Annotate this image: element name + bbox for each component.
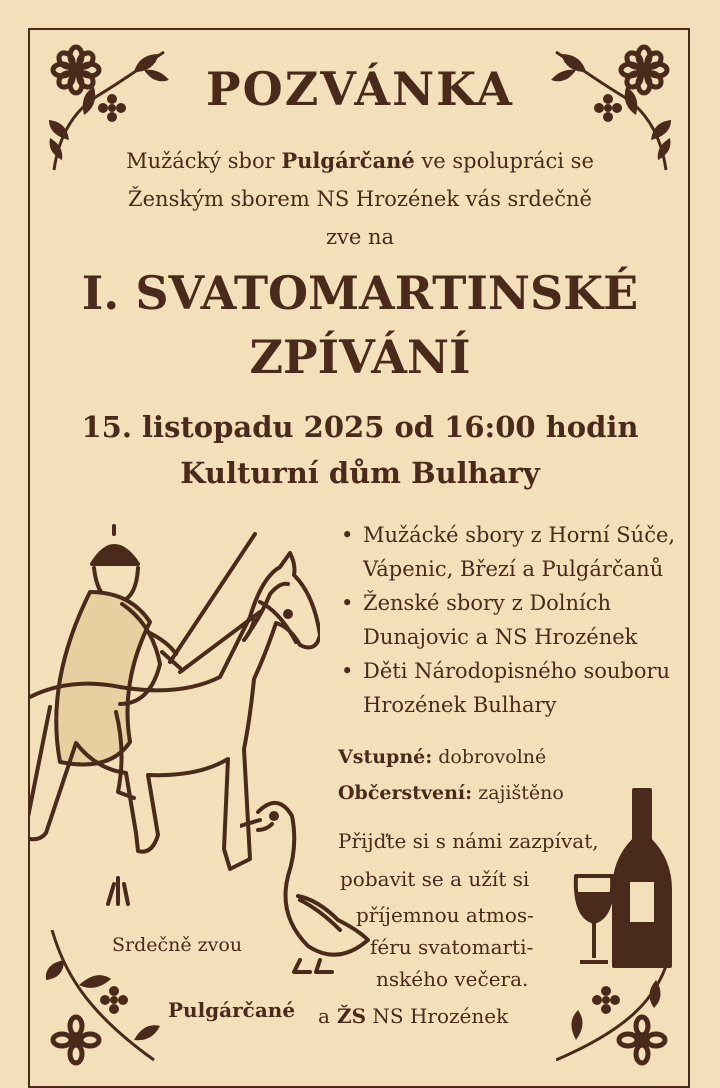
list-item-text: Vápenic, Březí a Pulgárčanů [363,557,664,581]
signoff-greeting: Srdečně zvou [112,934,243,956]
intro-text: Mužácký sbor [126,149,282,173]
list-item-text: Mužácké sbory z Horní Súče, [363,523,676,547]
performers-list [337,518,697,722]
signoff-org-1: Pulgárčané [168,998,296,1022]
signoff-org-2-abbr: ŽS [337,1004,367,1028]
floral-ornament-icon [556,960,676,1070]
closing-line-1: Přijďte si s námi zazpívat, [338,829,599,853]
list-item [337,586,697,654]
intro-line-3: zve na [325,225,395,249]
list-item-text: Děti Národopisného souboru [363,659,671,683]
event-date: 15. listopadu 2025 od 16:00 hodin [81,410,639,444]
list-item-text: Hrozének Bulhary [363,693,557,717]
refreshments [338,782,564,804]
refreshments-value: zajištěno [472,782,564,804]
list-item-text: Dunajovic a NS Hrozének [363,625,638,649]
closing-line-4: féru svatomarti- [370,935,534,959]
intro-line-2: Ženským sborem NS Hrozének vás srdečně [128,187,592,211]
signoff-org-2 [337,1004,508,1028]
closing-line-3: příjemnou atmos- [356,903,534,927]
entry-fee-label: Vstupné: [338,746,433,768]
entry-fee-value: dobrovolné [432,746,547,768]
event-name-line-1: I. SVATOMARTINSKÉ [81,266,639,320]
organizer-name: Pulgárčané [281,148,415,173]
event-venue: Kulturní dům Bulhary [180,456,540,490]
wine-bottle-icon [572,784,682,974]
poster-title: POZVÁNKA [206,62,514,116]
intro-text: ve spolupráci se [414,149,594,173]
closing-line-5: nského večera. [376,967,529,991]
list-item [337,518,697,586]
signoff-joiner: a [318,1004,330,1028]
entry-fee [338,746,546,768]
signoff-org-2-name: NS Hrozének [366,1004,509,1028]
list-item [337,654,697,722]
goose-icon [240,800,370,980]
list-item-text: Ženské sbory z Dolních [363,591,612,615]
refreshments-label: Občerstvení: [338,782,473,804]
intro-line-1 [0,146,720,176]
closing-line-2: pobavit se a užít si [340,867,530,891]
event-name-line-2: ZPÍVÁNÍ [249,330,471,384]
